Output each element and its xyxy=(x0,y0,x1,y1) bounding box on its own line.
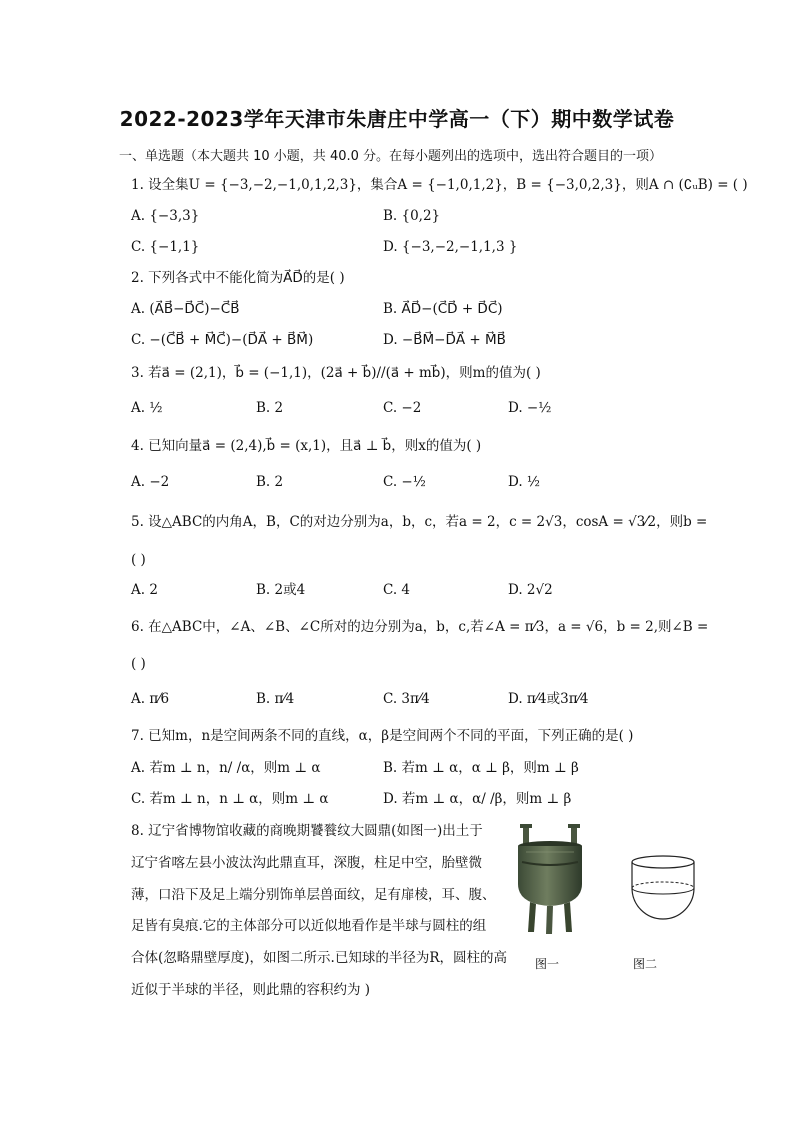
q1-option-a: A. {−3,3} xyxy=(131,208,200,224)
question-6-stem: 6. 在△ABC中，∠A、∠B、∠C所对的边分别为a，b，c,若∠A = π⁄3，a = √6，b = 2,则∠B = xyxy=(131,619,709,635)
q8-line: 薄，口沿下及足上端分别饰单层兽面纹，足有扉棱，耳、腹、 xyxy=(131,886,496,903)
question-8-text xyxy=(131,816,511,1007)
question-1-stem: 1. 设全集U = {−3,−2,−1,0,1,2,3}，集合A = {−1,0,1,2}，B = {−3,0,2,3}，则A ∩ (∁ᵤB) = ( ) xyxy=(131,177,748,193)
q4-option-d: D. ½ xyxy=(508,474,541,490)
q6-option-d: D. π⁄4或3π⁄4 xyxy=(508,691,589,707)
q4-option-a: A. −2 xyxy=(131,474,170,490)
q5-option-c: C. 4 xyxy=(383,582,411,598)
question-5-stem: 5. 设△ABC的内角A，B，C的对边分别为a，b，c，若a = 2，c = 2√3，cosA = √3⁄2，则b = xyxy=(131,514,708,530)
q4-option-b: B. 2 xyxy=(256,474,284,490)
q5-option-b: B. 2或4 xyxy=(256,582,306,598)
q1-option-b: B. {0,2} xyxy=(383,208,441,224)
q1-option-d: D. {−3,−2,−1,1,3 } xyxy=(383,239,518,255)
question-3-stem: 3. 若a⃗ = (2,1)，b⃗ = (−1,1)，(2a⃗ + b⃗)//(a⃗ + mb⃗)，则m的值为( ) xyxy=(131,365,541,381)
q8-line: 合体(忽略鼎壁厚度)，如图二所示.已知球的半径为R，圆柱的高 xyxy=(131,950,507,967)
question-5-stem-cont: ( ) xyxy=(131,552,146,568)
q2-option-a: A. (A⃗B⃗−D⃗C⃗)−C⃗B⃗ xyxy=(131,301,240,317)
q2-option-d: D. −B⃗M⃗−D⃗A⃗ + M⃗B⃗ xyxy=(383,332,506,348)
figure-1-label: 图一 xyxy=(535,957,560,971)
q7-option-c: C. 若m ⊥ n，n ⊥ α，则m ⊥ α xyxy=(131,791,329,807)
question-4-stem: 4. 已知向量a⃗ = (2,4),b⃗ = (x,1)，且a⃗ ⊥ b⃗，则x的值为( ) xyxy=(131,438,482,454)
q7-option-d: D. 若m ⊥ α，α/ /β，则m ⊥ β xyxy=(383,791,572,807)
q6-option-a: A. π⁄6 xyxy=(131,691,170,707)
q4-option-c: C. −½ xyxy=(383,474,426,490)
page-title: 2022-2023学年天津市朱唐庄中学高一（下）期中数学试卷 xyxy=(119,107,675,131)
section-heading: 一、单选题（本大题共 10 小题，共 40.0 分。在每小题列出的选项中，选出符合题目的一项） xyxy=(119,149,663,164)
q6-option-b: B. π⁄4 xyxy=(256,691,295,707)
q5-option-a: A. 2 xyxy=(131,582,158,598)
question-2-stem: 2. 下列各式中不能化简为A⃗D⃗的是( ) xyxy=(131,270,345,286)
q3-option-a: A. ½ xyxy=(131,400,163,416)
q7-option-a: A. 若m ⊥ n，n/ /α，则m ⊥ α xyxy=(131,760,321,776)
q3-option-c: C. −2 xyxy=(383,400,422,416)
q3-option-b: B. 2 xyxy=(256,400,284,416)
q8-line: 8. 辽宁省博物馆收藏的商晚期饕餮纹大圆鼎(如图一)出土于 xyxy=(131,823,483,839)
figure-2-label: 图二 xyxy=(633,957,658,971)
q8-line: 近似于半球的半径，则此鼎的容积约为 ) xyxy=(131,981,371,998)
q3-option-d: D. −½ xyxy=(508,400,552,416)
q5-option-d: D. 2√2 xyxy=(508,582,553,598)
question-7-stem: 7. 已知m，n是空间两条不同的直线，α，β是空间两个不同的平面，下列正确的是( ) xyxy=(131,728,634,744)
hemisphere-cylinder-figure xyxy=(628,852,698,932)
q7-option-b: B. 若m ⊥ α，α ⊥ β，则m ⊥ β xyxy=(383,760,579,776)
bronze-ding-figure xyxy=(512,822,588,938)
q2-option-c: C. −(C⃗B⃗ + M⃗C⃗)−(D⃗A⃗ + B⃗M⃗) xyxy=(131,332,314,348)
q8-line: 足皆有臭痕.它的主体部分可以近似地看作是半球与圆柱的组 xyxy=(131,918,487,935)
q8-line: 辽宁省喀左县小波汰沟此鼎直耳，深腹，柱足中空，胎壁微 xyxy=(131,854,482,871)
question-6-stem-cont: ( ) xyxy=(131,656,146,672)
q6-option-c: C. 3π⁄4 xyxy=(383,691,430,707)
q1-option-c: C. {−1,1} xyxy=(131,239,200,255)
q2-option-b: B. A⃗D⃗−(C⃗D⃗ + D⃗C⃗) xyxy=(383,301,503,317)
